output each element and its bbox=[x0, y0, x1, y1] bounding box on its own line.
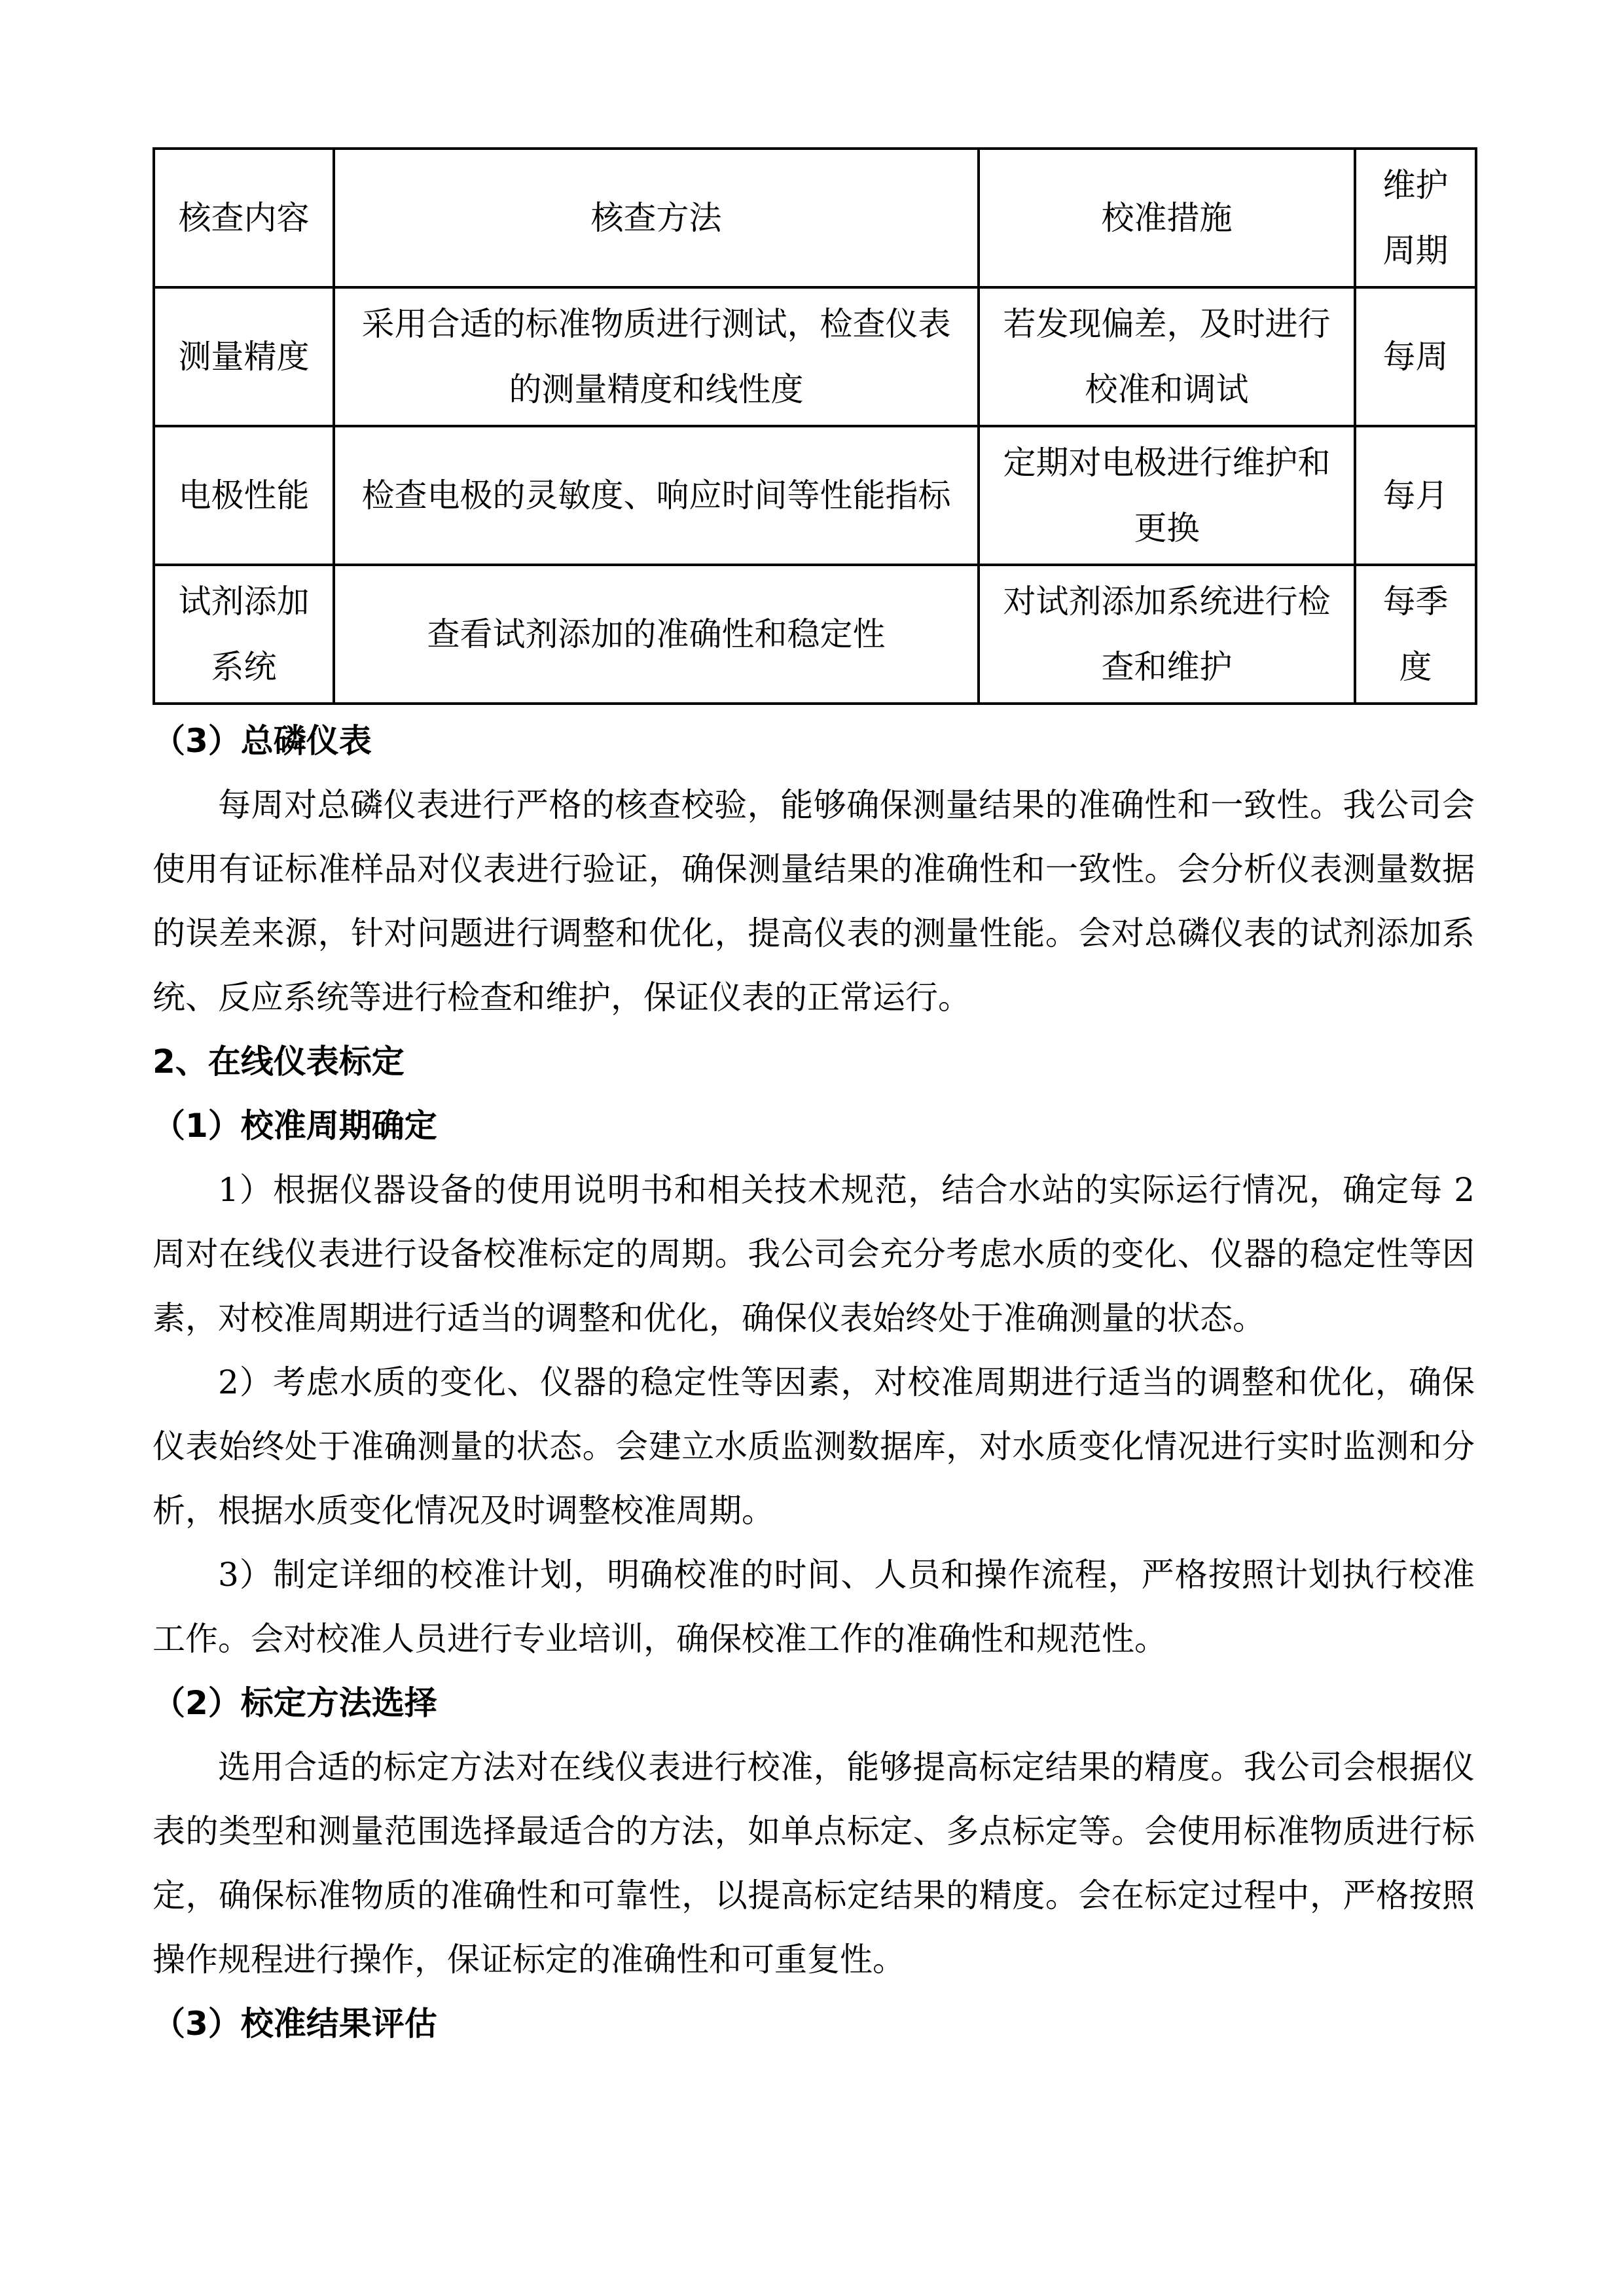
table-row bbox=[154, 426, 1476, 565]
paragraph-line: 的误差来源，针对问题进行调整和优化，提高仪表的测量性能。会对总磷仪表的试剂添加系 bbox=[153, 914, 1475, 952]
paragraph-line: 1）根据仪器设备的使用说明书和相关技术规范，结合水站的实际运行情况，确定每 2 bbox=[218, 1171, 1475, 1209]
paragraph-line: 素，对校准周期进行适当的调整和优化，确保仪表始终处于准确测量的状态。 bbox=[153, 1299, 1265, 1337]
paragraph-line: 每周对总磷仪表进行严格的核查校验，能够确保测量结果的准确性和一致性。我公司会 bbox=[218, 786, 1475, 824]
table-header-row bbox=[154, 149, 1476, 287]
paragraph-cycle-1 bbox=[153, 1158, 1475, 1350]
header-cell-cycle: 维护周期 bbox=[1355, 149, 1476, 287]
cell-method: 查看试剂添加的准确性和稳定性 bbox=[334, 565, 979, 704]
paragraph-line: 统、反应系统等进行检查和维护，保证仪表的正常运行。 bbox=[153, 978, 971, 1016]
paragraph-zonglin bbox=[153, 773, 1475, 1030]
paragraph-line: 定，确保标准物质的准确性和可靠性，以提高标定结果的精度。会在标定过程中，严格按照 bbox=[153, 1876, 1475, 1914]
cell-method: 检查电极的灵敏度、响应时间等性能指标 bbox=[334, 426, 979, 565]
paragraph-cycle-3 bbox=[153, 1543, 1475, 1671]
table-row bbox=[154, 565, 1476, 704]
cell-action: 若发现偏差，及时进行校准和调试 bbox=[979, 287, 1355, 426]
paragraph-line: 表的类型和测量范围选择最适合的方法，如单点标定、多点标定等。会使用标准物质进行标 bbox=[153, 1812, 1475, 1850]
heading-zonglin-instrument: （3）总磷仪表 bbox=[153, 722, 372, 760]
cell-item: 测量精度 bbox=[154, 287, 334, 426]
header-cell-action: 校准措施 bbox=[979, 149, 1355, 287]
paragraph-line: 选用合适的标定方法对在线仪表进行校准，能够提高标定结果的精度。我公司会根据仪 bbox=[218, 1748, 1475, 1786]
cell-cycle: 每月 bbox=[1355, 426, 1476, 565]
paragraph-method bbox=[153, 1735, 1475, 1992]
cell-action: 对试剂添加系统进行检查和维护 bbox=[979, 565, 1355, 704]
paragraph-line: 周对在线仪表进行设备校准标定的周期。我公司会充分考虑水质的变化、仪器的稳定性等因 bbox=[153, 1235, 1475, 1273]
paragraph-line: 使用有证标准样品对仪表进行验证，确保测量结果的准确性和一致性。会分析仪表测量数据 bbox=[153, 850, 1475, 888]
table-row bbox=[154, 287, 1476, 426]
cell-method: 采用合适的标准物质进行测试，检查仪表的测量精度和线性度 bbox=[334, 287, 979, 426]
paragraph-line: 析，根据水质变化情况及时调整校准周期。 bbox=[153, 1492, 774, 1530]
document-content bbox=[153, 147, 1475, 2056]
cell-action: 定期对电极进行维护和更换 bbox=[979, 426, 1355, 565]
heading-calibration-method: （2）标定方法选择 bbox=[153, 1684, 437, 1722]
paragraph-line: 工作。会对校准人员进行专业培训，确保校准工作的准确性和规范性。 bbox=[153, 1620, 1167, 1658]
inspection-table bbox=[153, 147, 1477, 705]
cell-cycle: 每周 bbox=[1355, 287, 1476, 426]
paragraph-line: 操作规程进行操作，保证标定的准确性和可重复性。 bbox=[153, 1941, 905, 1979]
heading-online-calibration: 2、在线仪表标定 bbox=[153, 1043, 405, 1081]
header-cell-method: 核查方法 bbox=[334, 149, 979, 287]
cell-cycle: 每季度 bbox=[1355, 565, 1476, 704]
paragraph-line: 2）考虑水质的变化、仪器的稳定性等因素，对校准周期进行适当的调整和优化，确保 bbox=[218, 1363, 1475, 1401]
paragraph-line: 仪表始终处于准确测量的状态。会建立水质监测数据库，对水质变化情况进行实时监测和分 bbox=[153, 1427, 1475, 1465]
cell-item: 试剂添加系统 bbox=[154, 565, 334, 704]
cell-item: 电极性能 bbox=[154, 426, 334, 565]
header-cell-item: 核查内容 bbox=[154, 149, 334, 287]
heading-calibration-evaluation: （3）校准结果评估 bbox=[153, 2005, 437, 2043]
paragraph-cycle-2 bbox=[153, 1350, 1475, 1543]
paragraph-line: 3）制定详细的校准计划，明确校准的时间、人员和操作流程，严格按照计划执行校准 bbox=[218, 1556, 1475, 1594]
heading-calibration-cycle: （1）校准周期确定 bbox=[153, 1107, 437, 1145]
